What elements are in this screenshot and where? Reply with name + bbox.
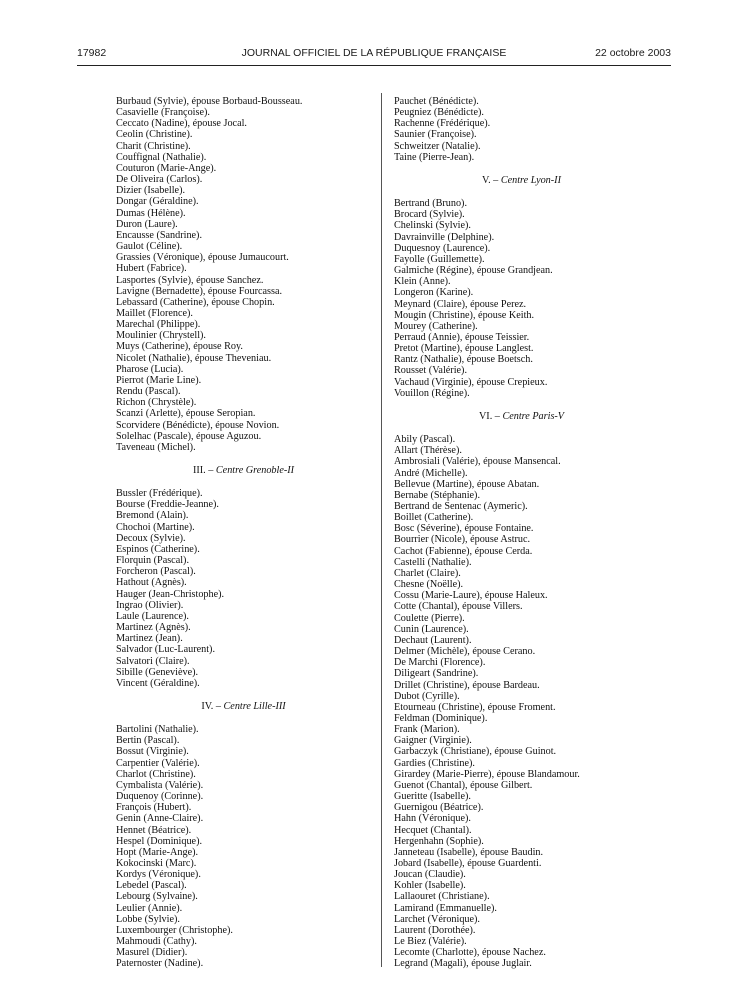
list-item: Brocard (Sylvie). (394, 209, 465, 221)
list-item: Bartolini (Nathalie). (116, 724, 199, 736)
section-number: V. – (482, 174, 501, 186)
list-item: Bertrand (Bruno). (394, 198, 467, 210)
list-item: Espinos (Catherine). (116, 543, 200, 555)
list-item: Davrainville (Delphine). (394, 231, 495, 243)
list-item: Lasportes (Sylvie), épouse Sanchez. (116, 274, 264, 286)
list-item: Lamirand (Emmanuelle). (394, 902, 497, 914)
section-number: IV. – (201, 700, 224, 712)
list-item: Duquenoy (Corinne). (116, 791, 204, 803)
list-item: Florquin (Pascal). (116, 555, 189, 567)
list-item: Grassies (Véronique), épouse Jumaucourt. (116, 252, 289, 264)
list-item: Nicolet (Nathalie), épouse Theveniau. (116, 352, 272, 364)
header-rule (77, 65, 671, 66)
list-item: Bremond (Alain). (116, 510, 189, 522)
list-item: Pharose (Lucia). (116, 363, 184, 375)
page-header (77, 47, 671, 61)
list-item: Kordys (Véronique). (116, 869, 201, 881)
list-item: Charlot (Christine). (116, 768, 196, 780)
list-item: Bertin (Pascal). (116, 735, 180, 747)
list-item: Bourse (Freddie-Jeanne). (116, 499, 219, 511)
list-item: Charlet (Claire). (394, 567, 461, 579)
list-item: Lobbe (Sylvie). (116, 913, 180, 925)
list-item: Boillet (Catherine). (394, 512, 474, 524)
list-item: André (Michelle). (394, 467, 468, 479)
list-item: Vincent (Géraldine). (116, 677, 200, 689)
list-item: Pierrot (Marie Line). (116, 374, 202, 386)
right-column (394, 96, 649, 970)
list-item: Carpentier (Valérie). (116, 757, 200, 769)
list-item: Luxembourger (Christophe). (116, 924, 233, 936)
list-item: Hergenhahn (Sophie). (394, 835, 484, 847)
list-item: Bourrier (Nicole), épouse Astruc. (394, 534, 531, 546)
list-item: Martinez (Agnès). (116, 622, 191, 634)
list-item: François (Hubert). (116, 802, 192, 814)
list-item: Muys (Catherine), épouse Roy. (116, 341, 243, 353)
list-item: Hahn (Véronique). (394, 813, 471, 825)
list-item: Cossu (Marie-Laure), épouse Haleux. (394, 590, 548, 602)
list-item: Gaigner (Virginie). (394, 735, 472, 747)
section-centre: Centre Grenoble-II (215, 465, 295, 476)
list-item: Laurent (Dorothée). (394, 924, 476, 936)
list-item: Rachenne (Frédérique). (394, 118, 491, 130)
publication-date: 22 octobre 2003 (595, 47, 671, 59)
list-item: Pauchet (Bénédicte). (394, 96, 479, 107)
list-item: Bellevue (Martine), épouse Abatan. (394, 478, 540, 490)
list-item: Ambrosiali (Valérie), épouse Mansencal. (394, 456, 561, 468)
list-item: Solelhac (Pascale), épouse Aguzou. (116, 430, 262, 442)
list-item: Lebedel (Pascal). (116, 880, 187, 892)
list-item: Genin (Anne-Claire). (116, 813, 204, 825)
list-item: Hathout (Agnès). (116, 577, 187, 589)
list-item: Couffignal (Nathalie). (116, 151, 207, 163)
column-divider (381, 93, 382, 967)
list-item: Cymbalista (Valérie). (116, 779, 204, 791)
section-centre: Centre Lille-III (223, 700, 286, 712)
list-item: Hubert (Fabrice). (116, 263, 187, 275)
list-item: Klein (Anne). (394, 276, 451, 288)
list-item: Saunier (Françoise). (394, 129, 477, 141)
list-item: Legrand (Magali), épouse Juglair. (394, 958, 532, 970)
list-item: Bussler (Frédérique). (116, 488, 203, 500)
list-item: Meynard (Claire), épouse Perez. (394, 298, 527, 310)
list-item: Moulinier (Chrystell). (116, 330, 206, 342)
list-item: Coulette (Pierre). (394, 612, 465, 624)
list-item: Frank (Marion). (394, 724, 460, 736)
list-item: Rendu (Pascal). (116, 386, 181, 398)
list-item: Lebassard (Catherine), épouse Chopin. (116, 296, 275, 308)
list-item: Dongar (Géraldine). (116, 196, 199, 208)
list-item: Vouillon (Régine). (394, 387, 470, 399)
list-item: Taveneau (Michel). (116, 441, 196, 453)
list-item: Richon (Chrystèle). (116, 397, 197, 409)
left-column (116, 96, 371, 970)
list-item: De Marchi (Florence). (394, 657, 486, 669)
list-item: Ceolin (Christine). (116, 129, 193, 141)
section-heading (116, 465, 371, 476)
list-item: Lecomte (Charlotte), épouse Nachez. (394, 947, 546, 959)
list-item: Mougin (Christine), épouse Keith. (394, 309, 535, 321)
list-item: Burbaud (Sylvie), épouse Borbaud-Bousseau. (116, 96, 303, 107)
list-item: Garbaczyk (Christiane), épouse Guinot. (394, 746, 557, 758)
list-item: Charit (Christine). (116, 140, 191, 152)
list-item: Guenot (Chantal), épouse Gilbert. (394, 779, 533, 791)
list-item: Rantz (Nathalie), épouse Boetsch. (394, 354, 533, 366)
list-item: Bossut (Virginie). (116, 746, 189, 758)
page-number: 17982 (77, 47, 107, 59)
list-item: Guernigou (Béatrice). (394, 802, 484, 814)
list-item: Decoux (Sylvie). (116, 532, 186, 544)
list-item: Scorvidere (Bénédicte), épouse Novion. (116, 419, 280, 431)
list-item: Leulier (Annie). (116, 902, 183, 914)
list-item: Castelli (Nathalie). (394, 556, 472, 568)
list-item: Dubot (Cyrille). (394, 690, 460, 702)
section-heading (116, 701, 371, 712)
section-number: III. – (192, 465, 216, 476)
list-item: Marechal (Philippe). (116, 319, 201, 331)
list-item: Gardies (Christine). (394, 757, 475, 769)
list-item: Janneteau (Isabelle), épouse Baudin. (394, 846, 544, 858)
list-item: Bernabe (Stéphanie). (394, 489, 480, 501)
list-item: Forcheron (Pascal). (116, 566, 196, 578)
list-item: Casavielle (Françoise). (116, 107, 210, 119)
list-item: Bosc (Séverine), épouse Fontaine. (394, 523, 534, 535)
list-item: Paternoster (Nadine). (116, 958, 204, 970)
list-item: Hopt (Marie-Ange). (116, 846, 199, 858)
list-item: Diligeart (Sandrine). (394, 668, 479, 680)
list-item: Schweitzer (Natalie). (394, 140, 481, 152)
list-item: Masurel (Didier). (116, 947, 188, 959)
list-item: Le Biez (Valérie). (394, 936, 467, 948)
section-heading (394, 411, 649, 422)
list-item: Hespel (Dominique). (116, 835, 203, 847)
list-item: Laule (Laurence). (116, 610, 189, 622)
list-item: Chelinski (Sylvie). (394, 220, 471, 232)
list-item: Allart (Thérèse). (394, 445, 462, 457)
list-item: Girardey (Marie-Pierre), épouse Blandamour. (394, 768, 580, 780)
list-item: Peugniez (Bénédicte). (394, 107, 484, 119)
list-item: Gaulot (Céline). (116, 241, 183, 253)
list-item: Mahmoudi (Cathy). (116, 936, 197, 948)
list-item: Joucan (Claudie). (394, 869, 466, 881)
list-item: Lavigne (Bernadette), épouse Fourcassa. (116, 285, 283, 297)
list-item: Cunin (Laurence). (394, 623, 469, 635)
list-item: Longeron (Karine). (394, 287, 474, 299)
list-item: Dizier (Isabelle). (116, 185, 186, 197)
list-item: Martinez (Jean). (116, 633, 183, 645)
list-item: Hennet (Béatrice). (116, 824, 192, 836)
list-item: Hecquet (Chantal). (394, 824, 472, 836)
section-number: VI. – (478, 410, 503, 422)
list-item: Cachot (Fabienne), épouse Cerda. (394, 545, 533, 557)
list-item: Jobard (Isabelle), épouse Guardenti. (394, 858, 542, 869)
list-item: Duron (Laure). (116, 218, 178, 230)
list-item: Chesne (Noëlle). (394, 579, 464, 591)
list-item: Dechaut (Laurent). (394, 634, 472, 646)
list-item: Chochoi (Martine). (116, 521, 195, 533)
list-item: Encausse (Sandrine). (116, 229, 202, 241)
list-item: Feldman (Dominique). (394, 712, 488, 724)
list-item: Salvador (Luc-Laurent). (116, 644, 215, 656)
section-heading (394, 175, 649, 186)
list-item: Drillet (Christine), épouse Bardeau. (394, 679, 540, 691)
list-item: Duquesnoy (Laurence). (394, 242, 491, 254)
list-item: Salvatori (Claire). (116, 655, 190, 667)
section-centre: Centre Lyon-II (500, 174, 561, 186)
list-item: Scanzi (Arlette), épouse Seropian. (116, 408, 256, 420)
list-item: Delmer (Michèle), épouse Cerano. (394, 646, 536, 658)
list-item: Taine (Pierre-Jean). (394, 151, 475, 163)
list-item: Kokocinski (Marc). (116, 858, 197, 869)
list-item: Maillet (Florence). (116, 307, 193, 319)
list-item: Sibille (Geneviève). (116, 666, 199, 678)
list-item: Dumas (Hélène). (116, 207, 186, 219)
list-item: Kohler (Isabelle). (394, 880, 466, 892)
list-item: Rousset (Valérie). (394, 365, 467, 377)
list-item: Gueritte (Isabelle). (394, 791, 471, 803)
list-item: Ceccato (Nadine), épouse Jocal. (116, 118, 247, 130)
journal-title: JOURNAL OFFICIEL DE LA RÉPUBLIQUE FRANÇAISE (241, 47, 507, 59)
list-item: Fayolle (Guillemette). (394, 253, 485, 265)
list-item: Ingrao (Olivier). (116, 599, 184, 611)
list-item: Hauger (Jean-Christophe). (116, 588, 225, 600)
list-item: Cotte (Chantal), épouse Villers. (394, 601, 523, 613)
list-item: Galmiche (Régine), épouse Grandjean. (394, 265, 553, 277)
list-item: Abily (Pascal). (394, 434, 456, 446)
list-item: Bertrand de Sentenac (Aymeric). (394, 501, 528, 512)
list-item: Larchet (Véronique). (394, 913, 480, 925)
list-item: De Oliveira (Carlos). (116, 174, 203, 186)
section-centre: Centre Paris-V (502, 410, 565, 422)
list-item: Vachaud (Virginie), épouse Crepieux. (394, 376, 548, 388)
list-item: Pretot (Martine), épouse Langlest. (394, 343, 534, 355)
list-item: Mourey (Catherine). (394, 320, 478, 332)
list-item: Lallaouret (Christiane). (394, 891, 490, 903)
list-item: Perraud (Annie), épouse Teissier. (394, 331, 530, 343)
list-item: Etourneau (Christine), épouse Froment. (394, 701, 556, 713)
list-item: Lebourg (Sylvaine). (116, 891, 198, 903)
list-item: Couturon (Marie-Ange). (116, 162, 217, 174)
